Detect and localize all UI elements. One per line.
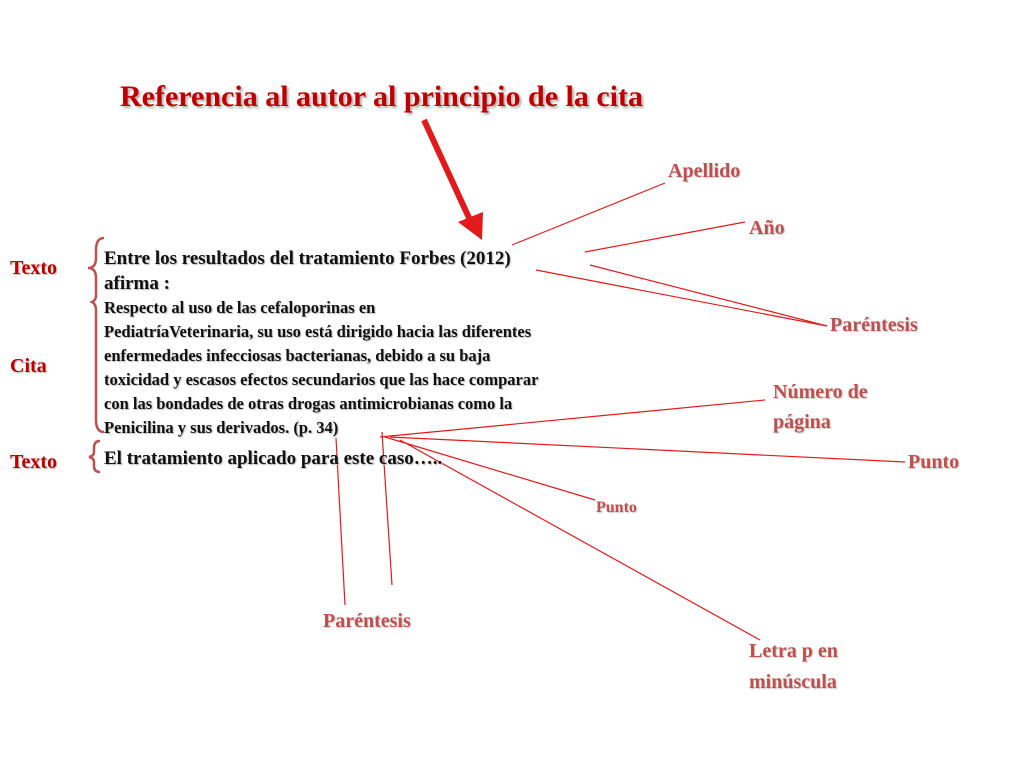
side-label-texto-bottom: Texto <box>10 451 58 473</box>
line-apellido <box>512 183 665 245</box>
annotation-numero-pagina-line2: página <box>773 411 831 433</box>
brace-quote <box>88 238 104 432</box>
quote-line: enfermedades infecciosas bacterianas, debido a su baja <box>104 346 491 365</box>
annotation-numero-pagina <box>773 377 868 437</box>
intro-line-1: Entre los resultados del tratamiento Forbes (2012) <box>104 248 511 269</box>
page-title: Referencia al autor al principio de la cita <box>120 80 643 113</box>
annotation-numero-pagina-line1: Número de <box>773 381 868 403</box>
annotation-punto-right: Punto <box>908 451 960 473</box>
annotation-anio: Año <box>749 217 785 239</box>
line-punto-right <box>390 437 905 462</box>
quote-line: Penicilina y sus derivados. (p. 34) <box>104 418 339 437</box>
annotation-apellido: Apellido <box>668 160 741 182</box>
annotation-parentesis-right: Paréntesis <box>830 314 918 336</box>
quote-line: con las bondades de otras drogas antimicrobianas como la <box>104 394 513 413</box>
annotation-letra-p-line1: Letra p en <box>749 640 838 662</box>
title-arrow-shaft <box>424 120 470 220</box>
annotation-letra-p-line2: minúscula <box>749 671 837 693</box>
side-label-cita: Cita <box>10 355 47 377</box>
intro-line-2: afirma : <box>104 273 170 294</box>
tail-text: El tratamiento aplicado para este caso….. <box>104 448 443 469</box>
line-letra-p <box>400 440 760 640</box>
quote-line: toxicidad y escasos efectos secundarios que las hace comparar <box>104 370 539 389</box>
annotation-punto-small: Punto <box>596 499 637 516</box>
quote-line: PediatríaVeterinaria, su uso está dirigido hacia las diferentes <box>104 322 532 341</box>
brace-tail <box>89 441 100 472</box>
quote-block <box>104 246 649 440</box>
side-label-texto-top: Texto <box>10 257 58 279</box>
annotation-parentesis-bottom: Paréntesis <box>323 610 411 632</box>
quote-line: Respecto al uso de las cefaloporinas en <box>104 298 376 317</box>
annotation-letra-p <box>749 636 838 698</box>
